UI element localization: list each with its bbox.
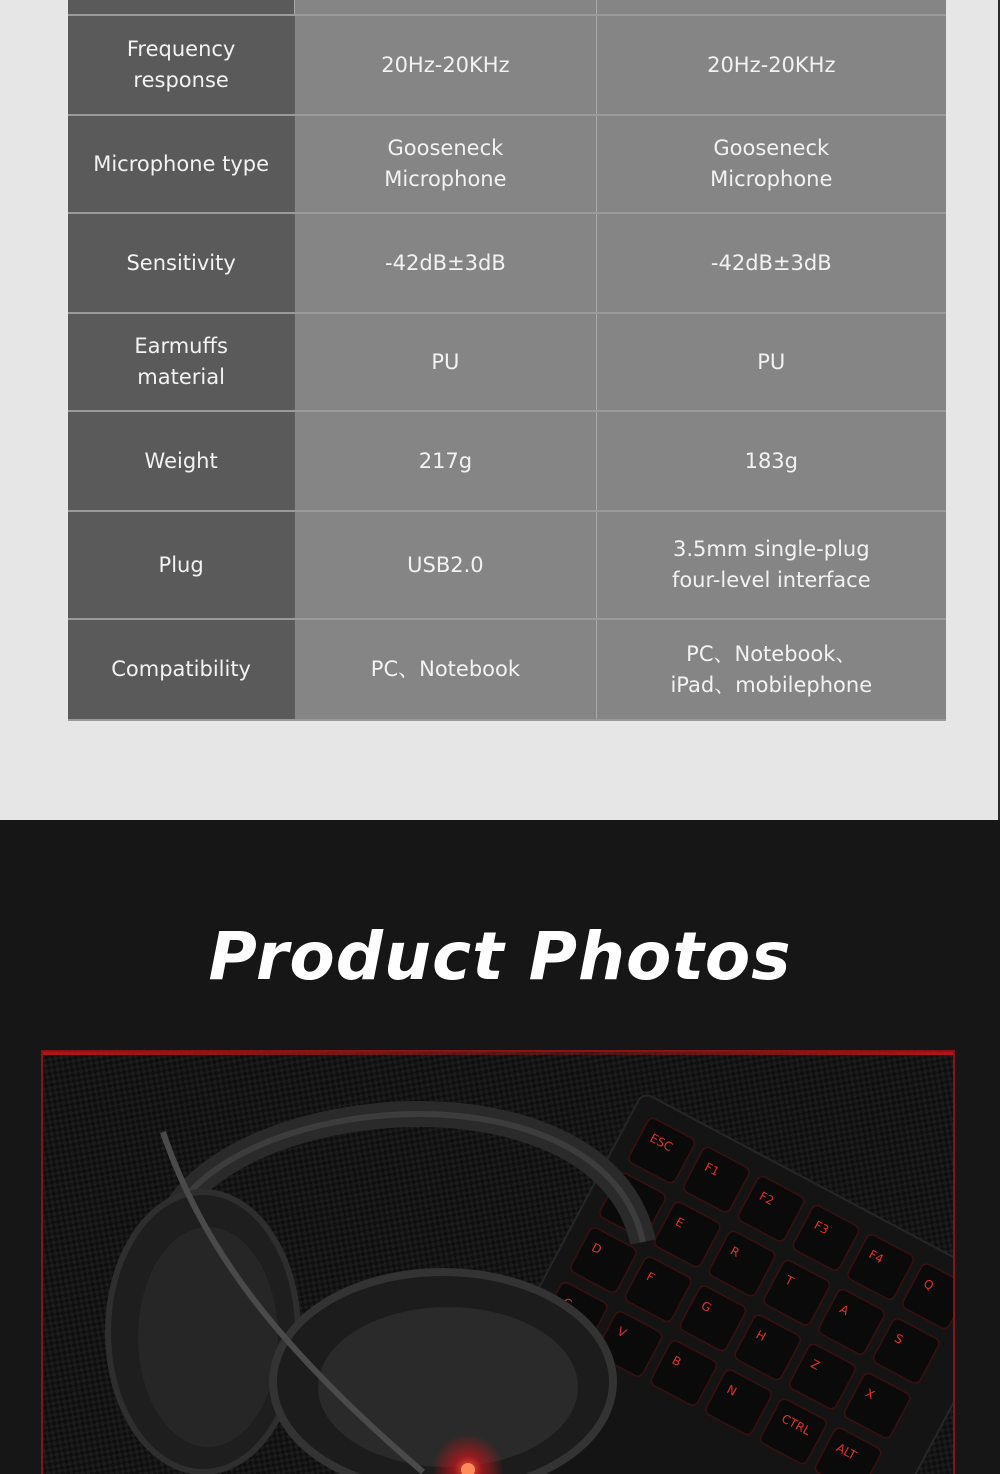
spec-label: Plug	[68, 511, 295, 619]
svg-text:F1: F1	[702, 1159, 722, 1180]
spec-value-model-2: -42dB±3dB	[596, 213, 946, 313]
spec-row	[68, 15, 946, 115]
table-header-stub	[68, 0, 946, 15]
spec-value-model-2: PU	[596, 313, 946, 411]
spec-value-model-1: PC、Notebook	[295, 619, 596, 720]
svg-text:S: S	[892, 1331, 906, 1347]
spec-value-model-1: -42dB±3dB	[295, 213, 596, 313]
headset-keyboard-illustration	[43, 1052, 953, 1474]
svg-text:V: V	[614, 1324, 629, 1341]
spec-value-model-1: 217g	[295, 411, 596, 511]
svg-text:H: H	[753, 1327, 769, 1345]
spec-label: Sensitivity	[68, 213, 295, 313]
svg-text:N: N	[724, 1382, 739, 1399]
product-photo	[41, 1050, 955, 1474]
svg-text:E: E	[673, 1214, 687, 1231]
svg-text:F3: F3	[811, 1218, 832, 1238]
svg-text:A: A	[837, 1301, 852, 1319]
spec-label: Microphone type	[68, 115, 295, 213]
svg-text:D: D	[589, 1240, 605, 1257]
svg-text:Z: Z	[808, 1356, 823, 1373]
spec-label: Weight	[68, 411, 295, 511]
spec-value-model-2: Gooseneck Microphone	[596, 115, 946, 213]
svg-text:B: B	[669, 1353, 684, 1370]
svg-text:F: F	[644, 1269, 657, 1285]
spec-row	[68, 313, 946, 411]
svg-text:ALT: ALT	[833, 1440, 859, 1463]
spec-row	[68, 115, 946, 213]
spec-row	[68, 619, 946, 720]
spec-value-model-1: 20Hz-20KHz	[295, 15, 596, 115]
svg-text:T: T	[782, 1272, 796, 1289]
svg-text:W: W	[618, 1185, 636, 1204]
spec-label: Compatibility	[68, 619, 295, 720]
svg-text:Q: Q	[921, 1276, 937, 1294]
spec-value-model-2: 20Hz-20KHz	[596, 15, 946, 115]
section-title: Product Photos	[208, 918, 792, 995]
spec-row	[68, 411, 946, 511]
spec-value-model-2: 3.5mm single-plug four-level interface	[596, 511, 946, 619]
svg-text:F4: F4	[866, 1247, 886, 1267]
spec-label: Frequency response	[68, 15, 295, 115]
spec-row	[68, 213, 946, 313]
spec-label: Earmuffs material	[68, 313, 295, 411]
svg-text:G: G	[698, 1298, 714, 1316]
spec-value-model-2: PC、Notebook、 iPad、mobilephone	[596, 619, 946, 720]
svg-text:CTRL: CTRL	[779, 1411, 813, 1439]
spec-row	[68, 511, 946, 619]
svg-text:ESC: ESC	[647, 1130, 675, 1155]
svg-text:X: X	[863, 1385, 877, 1402]
spec-value-model-1: USB2.0	[295, 511, 596, 619]
svg-text:F2: F2	[757, 1188, 777, 1209]
spec-value-model-1: Gooseneck Microphone	[295, 115, 596, 213]
spec-value-model-2: 183g	[596, 411, 946, 511]
svg-text:R: R	[727, 1243, 742, 1260]
spec-value-model-1: PU	[295, 313, 596, 411]
spec-table	[68, 0, 946, 721]
